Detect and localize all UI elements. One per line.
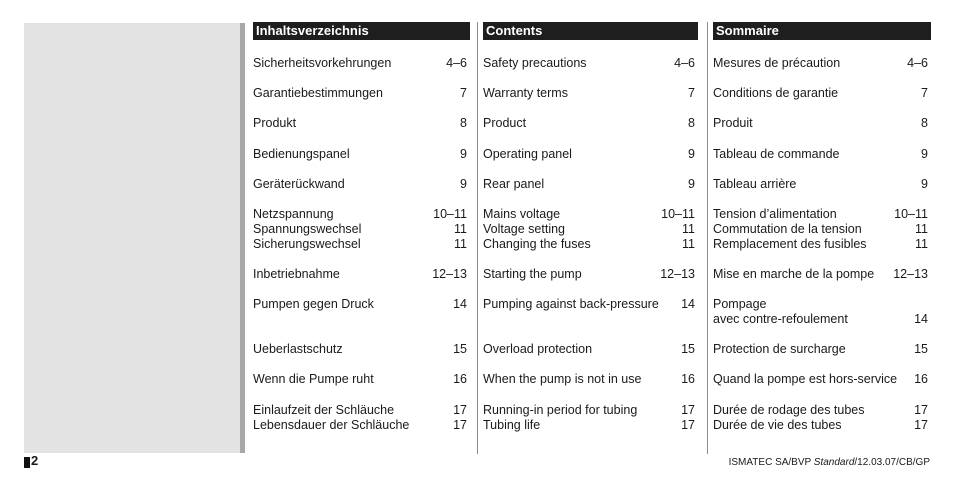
toc-line bbox=[483, 222, 695, 237]
toc-title: Rear panel bbox=[483, 177, 545, 191]
toc-line bbox=[253, 222, 467, 237]
toc-line bbox=[483, 86, 695, 101]
toc-line bbox=[713, 177, 928, 192]
toc-title: Voltage setting bbox=[483, 222, 566, 236]
toc-entry bbox=[483, 372, 695, 387]
toc-entry bbox=[253, 56, 467, 71]
toc-line bbox=[713, 372, 928, 387]
footer-imprint bbox=[729, 457, 930, 469]
toc-page-number: 4–6 bbox=[907, 56, 928, 70]
imprint-prefix: ISMATEC SA/BVP bbox=[728, 457, 814, 468]
toc-title: Mesures de précaution bbox=[713, 56, 841, 70]
toc-line bbox=[483, 207, 695, 222]
toc-line bbox=[483, 177, 695, 192]
toc-title: Einlaufzeit der Schläuche bbox=[253, 403, 395, 417]
toc-title: Pumping against back-pressure bbox=[483, 297, 659, 311]
toc-title: Tension d’alimentation bbox=[713, 207, 837, 221]
toc-entry bbox=[253, 342, 467, 357]
toc-entry bbox=[713, 56, 928, 71]
toc-title: Safety precautions bbox=[483, 56, 587, 70]
toc-page-number: 17 bbox=[453, 418, 467, 432]
toc-title: Inbetriebnahme bbox=[253, 267, 340, 281]
toc-entry bbox=[483, 56, 695, 71]
toc-entry bbox=[483, 86, 695, 101]
toc-title: Pumpen gegen Druck bbox=[253, 297, 374, 311]
toc-title: Remplacement des fusibles bbox=[713, 237, 867, 251]
column-german bbox=[253, 22, 470, 432]
toc-entry bbox=[253, 372, 467, 387]
toc-entry bbox=[253, 116, 467, 131]
toc-title: Product bbox=[483, 116, 527, 130]
toc-line bbox=[253, 237, 467, 252]
toc-entry bbox=[713, 372, 928, 387]
toc-title: Mise en marche de la pompe bbox=[713, 267, 875, 281]
toc-entry bbox=[713, 342, 928, 357]
toc-page-number: 9 bbox=[460, 147, 467, 161]
toc-title: Starting the pump bbox=[483, 267, 582, 281]
toc-entry bbox=[253, 86, 467, 101]
column-english bbox=[483, 22, 698, 432]
imprint-italic: Standard bbox=[813, 457, 855, 468]
toc-line bbox=[253, 403, 467, 418]
toc-page-number: 11 bbox=[682, 222, 695, 236]
toc-title: Sicherungswechsel bbox=[253, 237, 361, 251]
toc-title: Changing the fuses bbox=[483, 237, 591, 251]
toc-line bbox=[253, 86, 467, 101]
toc-page-number: 7 bbox=[688, 86, 695, 100]
toc-line bbox=[483, 418, 695, 433]
toc-line bbox=[713, 222, 928, 237]
toc-entry bbox=[253, 177, 467, 192]
toc-entry bbox=[253, 403, 467, 433]
toc-page-number: 17 bbox=[681, 418, 695, 432]
column-divider bbox=[707, 22, 708, 454]
toc-title: Running-in period for tubing bbox=[483, 403, 638, 417]
toc-title: Quand la pompe est hors-service bbox=[713, 372, 898, 386]
toc-line bbox=[253, 147, 467, 162]
toc-line bbox=[253, 297, 467, 312]
toc-line bbox=[713, 342, 928, 357]
column-title: Contents bbox=[483, 22, 698, 40]
toc-entry bbox=[253, 207, 467, 252]
toc-line bbox=[253, 207, 467, 222]
toc-title: Durée de rodage des tubes bbox=[713, 403, 865, 417]
toc-page-number: 8 bbox=[688, 116, 695, 130]
toc-entry bbox=[483, 207, 695, 252]
toc-page-number: 10–11 bbox=[433, 207, 467, 221]
toc-page-number: 16 bbox=[914, 372, 928, 386]
toc-line bbox=[253, 177, 467, 192]
toc-title: Commutation de la tension bbox=[713, 222, 862, 236]
toc-title: Overload protection bbox=[483, 342, 593, 356]
toc-line bbox=[483, 297, 695, 312]
toc-page-number: 9 bbox=[688, 147, 695, 161]
toc-line bbox=[713, 237, 928, 252]
toc-page-number: 9 bbox=[688, 177, 695, 191]
toc-page-number: 12–13 bbox=[893, 267, 928, 281]
toc-line bbox=[483, 372, 695, 387]
toc-page-number: 12–13 bbox=[660, 267, 695, 281]
toc-line bbox=[713, 147, 928, 162]
toc-title: Ueberlastschutz bbox=[253, 342, 343, 356]
toc-entry bbox=[483, 403, 695, 433]
column-title: Inhaltsverzeichnis bbox=[253, 22, 470, 40]
page-marker bbox=[24, 457, 30, 468]
toc-entry bbox=[713, 177, 928, 192]
toc-title: When the pump is not in use bbox=[483, 372, 642, 386]
toc-line bbox=[483, 56, 695, 71]
toc-page-number: 14 bbox=[453, 297, 467, 311]
toc-line bbox=[253, 418, 467, 433]
toc-line bbox=[713, 418, 928, 433]
toc-entry bbox=[483, 147, 695, 162]
toc-line bbox=[483, 267, 695, 282]
toc-line bbox=[483, 237, 695, 252]
toc-title: Protection de surcharge bbox=[713, 342, 846, 356]
toc-line bbox=[253, 116, 467, 131]
toc-page-number: 17 bbox=[914, 418, 928, 432]
toc-line bbox=[483, 116, 695, 131]
toc-page-number: 7 bbox=[921, 86, 928, 100]
toc-page-number: 9 bbox=[921, 177, 928, 191]
toc-entry bbox=[253, 147, 467, 162]
toc-title: Wenn die Pumpe ruht bbox=[253, 372, 374, 386]
toc-entry bbox=[713, 116, 928, 131]
toc-page-number: 8 bbox=[460, 116, 467, 130]
toc-entry bbox=[483, 116, 695, 131]
toc-line bbox=[253, 342, 467, 357]
toc-title: Mains voltage bbox=[483, 207, 561, 221]
toc-page-number: 10–11 bbox=[661, 207, 695, 221]
toc-entry bbox=[713, 403, 928, 433]
toc-page-number: 9 bbox=[921, 147, 928, 161]
toc-entry bbox=[253, 267, 467, 282]
toc-line bbox=[253, 372, 467, 387]
toc-page-number: 9 bbox=[460, 177, 467, 191]
toc-title: Sicherheitsvorkehrungen bbox=[253, 56, 392, 70]
toc-entry bbox=[483, 297, 695, 312]
toc-line bbox=[253, 267, 467, 282]
toc-title: Tubing life bbox=[483, 418, 541, 432]
toc-page-number: 11 bbox=[454, 222, 467, 236]
column-divider bbox=[477, 22, 478, 454]
toc-entry bbox=[713, 297, 928, 327]
toc-title: Pompage bbox=[713, 297, 767, 311]
toc-page-number: 10–11 bbox=[894, 207, 928, 221]
toc-title: Tableau de commande bbox=[713, 147, 840, 161]
toc-entry bbox=[713, 267, 928, 282]
toc-page-number: 11 bbox=[682, 237, 695, 251]
column-title: Sommaire bbox=[713, 22, 931, 40]
toc-title: Operating panel bbox=[483, 147, 572, 161]
toc-title: Produit bbox=[713, 116, 753, 130]
toc-line bbox=[483, 147, 695, 162]
column-french bbox=[713, 22, 931, 432]
toc-page-number: 11 bbox=[454, 237, 467, 251]
grey-side-bar bbox=[240, 23, 245, 453]
toc-line bbox=[713, 403, 928, 418]
toc-line bbox=[253, 56, 467, 71]
toc-title: Conditions de garantie bbox=[713, 86, 839, 100]
imprint-suffix: /12.03.07/CB/GP bbox=[854, 457, 930, 468]
toc-entry bbox=[713, 207, 928, 252]
toc-line bbox=[713, 207, 928, 222]
toc-page-number: 7 bbox=[460, 86, 467, 100]
toc-title: Garantiebestimmungen bbox=[253, 86, 383, 100]
toc-title: Lebensdauer der Schläuche bbox=[253, 418, 410, 432]
toc-entry bbox=[483, 342, 695, 357]
toc-page-number: 17 bbox=[453, 403, 467, 417]
toc-page-number: 4–6 bbox=[674, 56, 695, 70]
toc-title: avec contre-refoulement bbox=[713, 312, 848, 326]
toc-page-number: 15 bbox=[453, 342, 467, 356]
toc-title: Bedienungspanel bbox=[253, 147, 350, 161]
grey-side-panel bbox=[24, 23, 240, 453]
toc-title: Geräterückwand bbox=[253, 177, 345, 191]
toc-page-number: 12–13 bbox=[432, 267, 467, 281]
toc-entry bbox=[253, 297, 467, 312]
toc-title: Netzspannung bbox=[253, 207, 334, 221]
toc-page-number: 14 bbox=[681, 297, 695, 311]
toc-line bbox=[713, 86, 928, 101]
toc-line bbox=[713, 297, 928, 312]
toc-page-number: 11 bbox=[915, 222, 928, 236]
toc-title: Produkt bbox=[253, 116, 297, 130]
toc-page-number: 4–6 bbox=[446, 56, 467, 70]
toc-page-number: 11 bbox=[915, 237, 928, 251]
toc-page-number: 15 bbox=[914, 342, 928, 356]
toc-page-number: 16 bbox=[681, 372, 695, 386]
toc-entry bbox=[713, 147, 928, 162]
toc-entry bbox=[713, 86, 928, 101]
toc-entry bbox=[483, 267, 695, 282]
toc-line bbox=[713, 312, 928, 327]
toc-line bbox=[483, 342, 695, 357]
toc-page-number: 15 bbox=[681, 342, 695, 356]
toc-line bbox=[713, 116, 928, 131]
toc-title: Durée de vie des tubes bbox=[713, 418, 842, 432]
toc-line bbox=[713, 56, 928, 71]
toc-line bbox=[483, 403, 695, 418]
toc-page-number: 8 bbox=[921, 116, 928, 130]
toc-entry bbox=[483, 177, 695, 192]
toc-page-number: 17 bbox=[914, 403, 928, 417]
toc-line bbox=[713, 267, 928, 282]
toc-page-number: 17 bbox=[681, 403, 695, 417]
toc-title: Warranty terms bbox=[483, 86, 568, 100]
toc-page-number: 14 bbox=[914, 312, 928, 326]
toc-title: Spannungswechsel bbox=[253, 222, 362, 236]
toc-title: Tableau arrière bbox=[713, 177, 797, 191]
page-number: 2 bbox=[31, 453, 39, 468]
toc-page-number: 16 bbox=[453, 372, 467, 386]
